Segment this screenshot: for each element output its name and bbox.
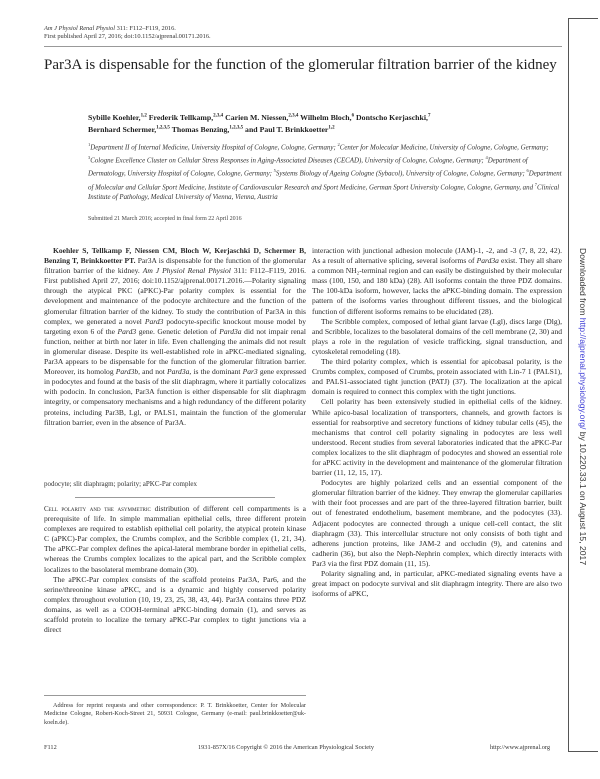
author: Thomas Benzing,$^{1,2,3,5}$ bbox=[171, 125, 244, 135]
copyright: 1931-857X/16 Copyright © 2016 the American Physiological Society bbox=[198, 744, 375, 751]
affiliations: $^1$Department II of Internal Medicine, University Hospital of Cologne, Cologne, Germany; $^2$Center for Molecular Medicine, University of Cologne, Cologne, Germany; $^3$Cologne Excellence Cluster on Cellular Stress Responses in Aging-Associated Diseases (CECAD), University of Cologne, Cologne, Germany; $^4$Department of Dermatology, University Hospital of Cologne, Cologne, Germany; $^5$Systems Biology of Ageing Cologne (Sybacol), University of Cologne, Cologne, Germany; $^6$Department of Molecular and Cellular Sport Medicine, Institute of Cardiovascular Research and Sport Medicine, German Sport University Cologne, Cologne, Germany, and $^7$Clinical Institute of Pathology, Medical University of Vienna, Vienna, Austria bbox=[88, 142, 562, 201]
author: Wilhelm Bloch,$^6$ bbox=[300, 112, 355, 122]
published-doi: First published April 27, 2016; doi:10.1152/ajprenal.00171.2016. bbox=[44, 33, 211, 41]
page-number: F112 bbox=[44, 744, 57, 751]
author: Dontscho Kerjaschki,$^7$ bbox=[356, 112, 431, 122]
header-divider bbox=[44, 46, 562, 47]
article-title: Par3A is dispensable for the function of the glomerular filtration barrier of the kidney bbox=[44, 57, 557, 73]
author: Frederik Tellkamp,$^{2,3,4}$ bbox=[148, 112, 224, 122]
journal-name: Am J Physiol Renal Physiol bbox=[44, 25, 115, 32]
author: Carien M. Niessen,$^{2,3,4}$ bbox=[225, 112, 299, 122]
author: and Paul T. Brinkkoetter$^{1,2}$ bbox=[245, 125, 335, 135]
correspondence-footnote: Address for reprint requests and other correspondence: P. T. Brinkkoetter, Center for Molecular Medicine Cologne, Robert-Koch-Street 21, 50931 Cologne, Germany (e-mail: paul.brinkkoetter@uk-koeln.de). bbox=[44, 702, 306, 726]
journal-header bbox=[44, 25, 211, 41]
footnote-divider bbox=[44, 695, 306, 696]
abstract-divider bbox=[75, 497, 275, 498]
submission-dates: Submitted 21 March 2016; accepted in final form 22 April 2016 bbox=[88, 216, 242, 222]
keywords: podocyte; slit diaphragm; polarity; aPKC-Par complex bbox=[44, 480, 197, 488]
body-left-column: Cell polarity and the asymmetric distribution of different cell compartments is a prerequisite of life. In simple mammalian epithelial cells, three different protein complexes are required to establish epithelial cell polarity, the atypical protein kinase C (aPKC)-Par complex, the Crumbs complex, and the Scribble complex (1, 21, 34). The aPKC-Par complex defines the apical-lateral membrane border in epithelial cells, whereas the Crumbs complex localizes to the apical part, and the Scribble complex localizes to the basolateral membrane domain (30). The aPKC-Par complex consists of the scaffold proteins Par3A, Par6, and the serine/threonine kinase aPKC, and is a dynamic and highly conserved polarity complex throughout evolution (10, 19, 23, 25, 38, 43, 44). Par3A contains three PDZ domains, as well as a COOH-terminal aPKC-binding domain (1), and serves as scaffold protein to localize the ternary aPKC-Par complex to tight junctions via a direct bbox=[44, 504, 306, 635]
journal-url[interactable]: http://www.ajprenal.org bbox=[490, 744, 550, 751]
download-link[interactable]: http://ajprenal.physiology.org/ bbox=[578, 317, 588, 430]
body-right-column: interaction with junctional adhesion molecule (JAM)-1, -2, and -3 (7, 8, 22, 42). As a result of alternative splicing, several isoforms of Pard3a exist. They all share a common NH₂-terminal region and can easily be distinguished by their molecular mass (100, 150, and 180 kDa) (28). All isoforms contain the three PDZ domains. The 100-kDa isoform, however, lacks the aPKC-binding domain. The expression pattern of the isoforms varies throughout different tissues, and the biological function of different isoforms remains to be elucidated (28). The Scribble complex, composed of lethal giant larvae (Lgl), discs large (Dlg), and Scribble, localizes to the basolateral domains of the cell membrane (2, 30) and plays a role in the regulation of vesicle trafficking, signal transduction, and cytoskeletal remodeling (18). The third polarity complex, which is essential for apicobasal polarity, is the Crumbs complex, composed of Crumbs, protein associated with Lin-7 1 (PALS1), and PALS1-associated tight junction (PATJ) (37). The localization at the apical domain is required to connect this complex with the tight junctions. Cell polarity has been extensively studied in epithelial cells of the kidney. While apico-basal localization of transporters, channels, and growth factors is essential for reabsorptive and secretory functions of kidney tubular cells (45), the mechanisms that control cell polarity signaling in podocytes are less well understood. Recent studies from several laboratories indicated that the aPKC-Par complex localizes to the slit diaphragm of podocytes and showed an essential role for aPKC activity in the development and maintenance of the glomerular filtration barrier (11, 12, 15, 17). Podocytes are highly polarized cells and an essential component of the glomerular filtration barrier of the kidney. They enwrap the glomerular capillaries with their foot processes and are part of the three-layered filtration barrier, built out of fenestrated endothelium, basement membrane, and the podocytes (33). Adjacent podocytes are connected through a unique cell-cell contact, the slit diaphragm (33). This intercellular structure not only consists of both tight and adherens junction proteins, like JAM-2 and occludin (9), and catenins and cadherin (36), but also the Neph-Nephrin complex, which directly interacts with Par3 via the first PDZ domain (11, 15). Polarity signaling and, in particular, aPKC-mediated signaling events have a great impact on podocyte survival and slit diaphragm integrity. There are also two isoforms of aPKC, bbox=[312, 246, 562, 599]
citation: 311: F112–F119, 2016. bbox=[115, 25, 176, 32]
author: Sybille Koehler,$^{1,2}$ bbox=[88, 112, 147, 122]
abstract: Koehler S, Tellkamp F, Niessen CM, Bloch W, Kerjaschki D, Schermer B, Benzing T, Brinkkoetter PT. Par3A is dispensable for the function of the glomerular filtration barrier of the kidney. Am J Physiol Renal Physiol 311: F112–F119, 2016. First published April 27, 2016; doi:10.1152/ajprenal.00171.2016.—Polarity signaling through the atypical PKC (aPKC)-Par polarity complex is essential for the development and maintenance of the podocyte architecture and the function of the glomerular filtration barrier of the kidney. To study the contribution of Par3A in this complex, we generated a novel Pard3 podocyte-specific knockout mouse model by targeting exon 6 of the Pard3 gene. Genetic deletion of Pard3a did not impair renal function, neither at birth nor later in life. Even challenging the animals did not result in glomerular disease. Despite its well-established role in aPKC-mediated signaling, Par3A appears to be dispensable for the function of the glomerular filtration barrier. Moreover, its homolog Pard3b, and not Pard3a, is the dominant Par3 gene expressed in podocytes and found at the basis of the slit diaphragm, where it partially colocalizes with podocin. In conclusion, Par3A function is either dispensable for slit diaphragm integrity, or compensatory mechanisms and a high redundancy of the different polarity proteins, including Par3B, Lgl, or PALS1, maintain the function of the glomerular filtration barrier, even in the absence of Par3A. bbox=[44, 246, 307, 427]
author-list bbox=[88, 110, 563, 135]
author: Bernhard Schermer,$^{1,2,3,5}$ bbox=[88, 125, 170, 135]
